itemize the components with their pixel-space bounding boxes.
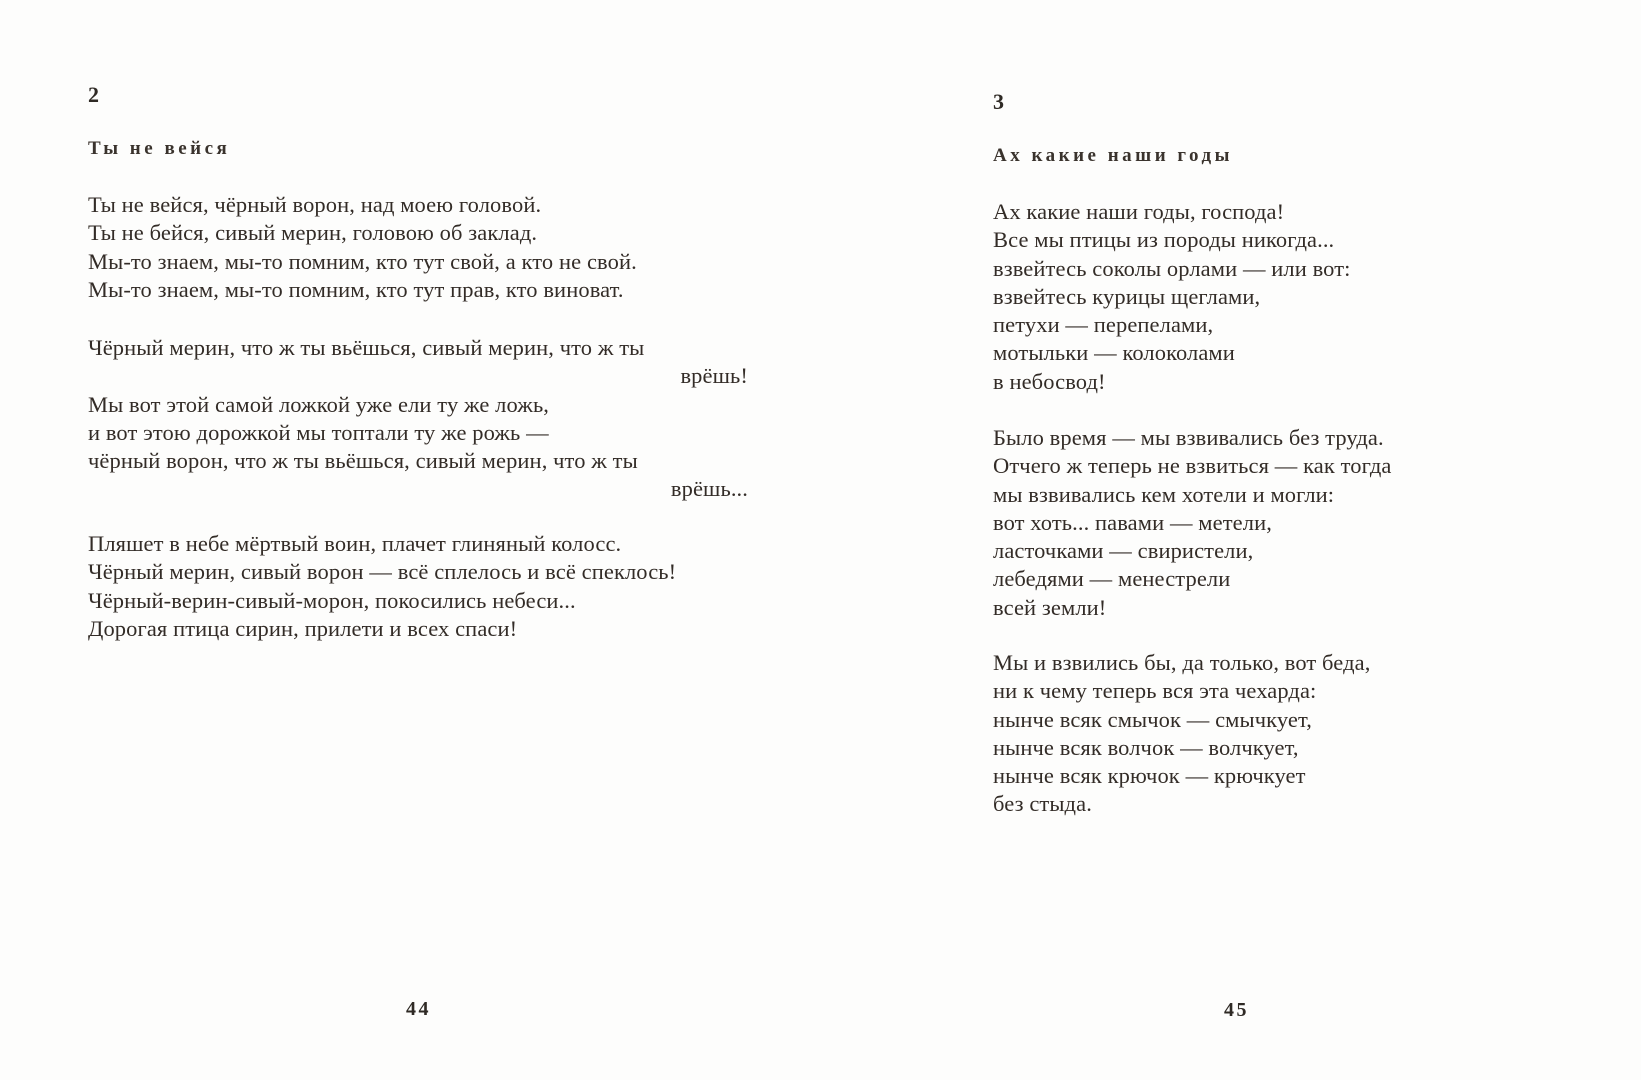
poem-line: Ты не бейся, сивый мерин, головою об заклад. <box>88 220 538 246</box>
poem-line: Чёрный мерин, что ж ты вьёшься, сивый мерин, что ж ты <box>88 335 645 360</box>
left-page-folio: 44 <box>406 998 431 1020</box>
poem-line: лебедями — менестрели <box>993 566 1231 592</box>
poem-line: Ты не вейся, чёрный ворон, над моею головой. <box>88 192 542 217</box>
poem-line: Дорогая птица сирин, прилети и всех спаси! <box>88 615 518 641</box>
poem-line: Чёрный-верин-сивый-морон, покосились небеси... <box>88 587 576 613</box>
poem-line: врёшь! <box>680 363 748 389</box>
poem-line: ласточками — свиристели, <box>993 538 1254 564</box>
poem-line: врёшь... <box>670 476 748 502</box>
poem-line: мотыльки — колоколами <box>993 340 1235 366</box>
poem-line: без стыда. <box>993 791 1092 817</box>
right-stanza-3 <box>993 649 1533 819</box>
poem-line: Мы вот этой самой ложкой уже ели ту же ложь, <box>88 391 550 417</box>
poem-line: Ах какие наши годы, господа! <box>993 199 1285 224</box>
poem-line: и вот этою дорожкой мы топтали ту же рожь — <box>88 419 549 445</box>
poem-line: вот хоть... павами — метели, <box>993 509 1272 535</box>
right-page <box>820 0 1641 1080</box>
poem-line: Пляшет в небе мёртвый воин, плачет глиняный колосс. <box>88 531 622 556</box>
poem-line: в небосвод! <box>993 368 1106 394</box>
right-section-number: 3 <box>993 89 1005 114</box>
poem-line: Мы и взвились бы, да только, вот беда, <box>993 650 1371 675</box>
right-stanza-1 <box>993 198 1533 396</box>
poem-line: Все мы птицы из породы никогда... <box>993 227 1335 253</box>
right-stanza-2 <box>993 424 1533 622</box>
poem-line: Было время — мы взвивались без труда. <box>993 425 1384 450</box>
poem-line: мы взвивались кем хотели и могли: <box>993 481 1335 507</box>
poem-line: Мы-то знаем, мы-то помним, кто тут свой, а кто не свой. <box>88 248 637 274</box>
poem-line: нынче всяк волчок — волчкует, <box>993 734 1299 760</box>
left-poem-title: Ты не вейся <box>88 138 231 159</box>
right-poem-title: Ах какие наши годы <box>993 145 1233 166</box>
poem-line: чёрный ворон, что ж ты вьёшься, сивый мерин, что ж ты <box>88 448 638 474</box>
poem-line: Мы-то знаем, мы-то помним, кто тут прав, кто виноват. <box>88 276 624 302</box>
left-stanza-2 <box>88 334 748 504</box>
left-stanza-3 <box>88 530 748 643</box>
poem-line: петухи — перепелами, <box>993 312 1214 338</box>
right-page-folio: 45 <box>1224 999 1249 1021</box>
poem-line: ни к чему теперь вся эта чехарда: <box>993 678 1317 704</box>
poem-line: взвейтесь курицы щеглами, <box>993 283 1261 309</box>
poem-line: нынче всяк крючок — крючкует <box>993 763 1306 789</box>
left-section-number: 2 <box>88 82 100 107</box>
left-stanza-1 <box>88 191 748 304</box>
poem-line: Отчего ж теперь не взвиться — как тогда <box>993 453 1392 479</box>
poem-line: нынче всяк смычок — смычкует, <box>993 706 1312 732</box>
poem-line: Чёрный мерин, сивый ворон — всё сплелось и всё спеклось! <box>88 559 677 585</box>
poem-line: взвейтесь соколы орлами — или вот: <box>993 255 1351 281</box>
left-page <box>0 0 820 1080</box>
poem-line: всей земли! <box>993 594 1107 620</box>
